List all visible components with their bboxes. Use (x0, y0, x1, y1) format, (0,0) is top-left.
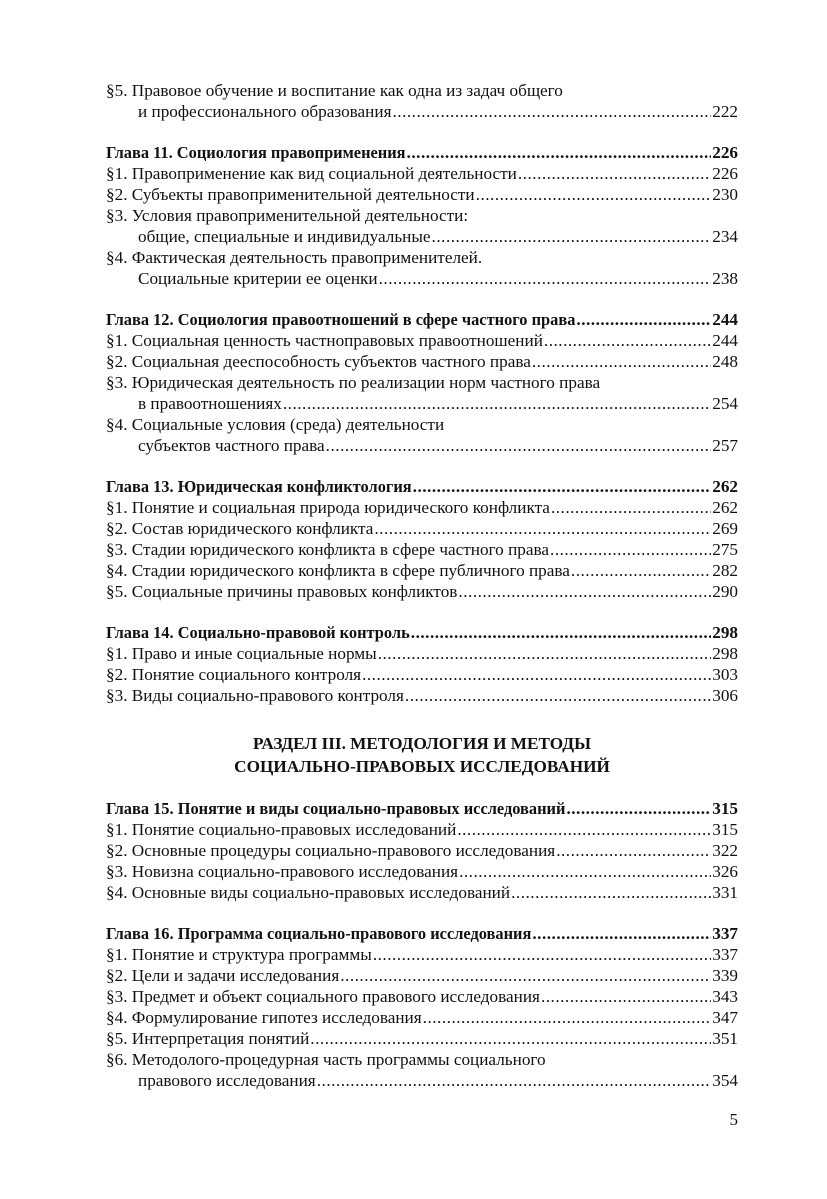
toc-entry (106, 184, 738, 205)
chapter-page: 337 (712, 924, 738, 943)
leader-dots (283, 393, 711, 414)
toc-entry-page: 234 (712, 227, 738, 246)
toc-entry-page: 230 (712, 185, 738, 204)
toc-entry (106, 518, 738, 539)
toc-entry-title: §5. Правовое обучение и воспитание как одна из задач общего (106, 81, 563, 100)
leader-dots (378, 643, 712, 664)
toc-entry-title: в правоотношениях (138, 394, 282, 413)
toc-entry (106, 1049, 738, 1070)
toc-entry (106, 986, 738, 1007)
toc-entry-title: §5. Интерпретация понятий (106, 1029, 310, 1048)
toc-entry-page: 298 (712, 644, 738, 663)
toc-entry (106, 1070, 738, 1091)
toc-entry-title: §3. Условия правоприменительной деятельности: (106, 206, 469, 225)
leader-dots (362, 664, 711, 685)
toc-entry (106, 247, 738, 268)
leader-dots (511, 882, 711, 903)
toc-entry (106, 330, 738, 351)
leader-dots (566, 798, 711, 819)
toc-entry-title: §1. Понятие социально-правовых исследований (106, 820, 457, 839)
toc-entry-page: 322 (712, 841, 738, 860)
toc-entry-title: §1. Право и иные социальные нормы (106, 644, 377, 663)
toc-entry (106, 861, 738, 882)
leader-dots (576, 309, 711, 330)
chapter-heading (106, 622, 738, 643)
leader-dots (518, 163, 711, 184)
leader-dots (550, 539, 711, 560)
toc-entry-page: 275 (712, 540, 738, 559)
section-heading (106, 732, 738, 778)
leader-dots (551, 497, 711, 518)
toc-entry-page: 244 (712, 331, 738, 350)
toc-entry (106, 80, 738, 101)
toc-entry-page: 347 (712, 1008, 738, 1027)
toc-entry (106, 497, 738, 518)
toc-entry-page: 254 (712, 394, 738, 413)
toc-entry (106, 882, 738, 903)
toc-entry-title: §3. Новизна социально-правового исследования (106, 862, 459, 881)
toc-entry (106, 685, 738, 706)
leader-dots (457, 819, 711, 840)
toc-entry-page: 290 (712, 582, 738, 601)
toc-entry-title: §4. Социальные условия (среда) деятельности (106, 415, 445, 434)
chapter-page: 315 (712, 799, 738, 818)
toc-entry-title: правового исследования (138, 1071, 316, 1090)
toc-entry-title: §4. Формулирование гипотез исследования (106, 1008, 422, 1027)
section-heading-line: РАЗДЕЛ III. МЕТОДОЛОГИЯ И МЕТОДЫ (253, 734, 591, 753)
chapter-title: Глава 13. Юридическая конфликтология (106, 477, 412, 496)
toc-entry-page: 262 (712, 498, 738, 517)
chapter-page: 262 (712, 477, 738, 496)
toc-entry-title: Социальные критерии ее оценки (138, 269, 378, 288)
toc-entry (106, 414, 738, 435)
section-heading-line: СОЦИАЛЬНО-ПРАВОВЫХ ИССЛЕДОВАНИЙ (234, 757, 610, 776)
toc-entry-page: 222 (712, 102, 738, 121)
chapter-title: Глава 15. Понятие и виды социально-правовых исследований (106, 799, 566, 818)
leader-dots (532, 351, 711, 372)
toc-entry-page: 339 (712, 966, 738, 985)
toc-entry-page: 248 (712, 352, 738, 371)
leader-dots (432, 226, 712, 247)
chapter-page: 226 (712, 143, 738, 162)
toc-entry (106, 539, 738, 560)
toc-entry (106, 840, 738, 861)
leader-dots (556, 840, 711, 861)
toc-entry-title: §4. Фактическая деятельность правоприменителей. (106, 248, 483, 267)
toc-entry-title: §5. Социальные причины правовых конфликтов (106, 582, 458, 601)
toc-entry-page: 331 (712, 883, 738, 902)
toc-entry (106, 1007, 738, 1028)
toc-entry-page: 354 (712, 1071, 738, 1090)
toc-entry-title: общие, специальные и индивидуальные (138, 227, 431, 246)
leader-dots (411, 622, 711, 643)
toc-entry (106, 819, 738, 840)
leader-dots (407, 142, 712, 163)
toc-entry-title: §1. Правоприменение как вид социальной деятельности (106, 164, 517, 183)
chapter-page: 244 (712, 310, 738, 329)
leader-dots (326, 435, 712, 456)
toc-entry (106, 163, 738, 184)
chapter-title: Глава 16. Программа социально-правового исследования (106, 924, 532, 943)
leader-dots (476, 184, 712, 205)
toc-entry-title: §3. Стадии юридического конфликта в сфере частного права (106, 540, 550, 559)
toc-entry-page: 238 (712, 269, 738, 288)
chapter-title: Глава 12. Социология правоотношений в сфере частного права (106, 310, 576, 329)
toc-entry (106, 560, 738, 581)
leader-dots (379, 268, 712, 289)
toc-entry (106, 1028, 738, 1049)
toc-entry-title: §3. Предмет и объект социального правового исследования (106, 987, 540, 1006)
leader-dots (373, 944, 711, 965)
toc-entry-page: 351 (712, 1029, 738, 1048)
toc-entry-page: 337 (712, 945, 738, 964)
toc-entry-title: §3. Юридическая деятельность по реализации норм частного права (106, 373, 601, 392)
toc-entry-page: 326 (712, 862, 738, 881)
toc-entry-title: §2. Основные процедуры социально-правового исследования (106, 841, 556, 860)
leader-dots (392, 101, 711, 122)
leader-dots (423, 1007, 712, 1028)
toc-entry (106, 226, 738, 247)
toc-entry-title: §1. Понятие и структура программы (106, 945, 372, 964)
leader-dots (340, 965, 711, 986)
toc-entry (106, 581, 738, 602)
toc-entry-page: 257 (712, 436, 738, 455)
toc-entry-title: §2. Социальная дееспособность субъектов частного права (106, 352, 531, 371)
toc-entry-page: 315 (712, 820, 738, 839)
leader-dots (544, 330, 711, 351)
toc-entry (106, 965, 738, 986)
page-number: 5 (729, 1110, 738, 1129)
leader-dots (310, 1028, 711, 1049)
leader-dots (459, 861, 711, 882)
leader-dots (541, 986, 711, 1007)
toc-entry (106, 268, 738, 289)
chapter-title: Глава 14. Социально-правовой контроль (106, 623, 410, 642)
toc-entry (106, 101, 738, 122)
table-of-contents (106, 80, 738, 1091)
chapter-heading (106, 309, 738, 330)
chapter-heading (106, 142, 738, 163)
toc-entry-title: §4. Основные виды социально-правовых исследований (106, 883, 511, 902)
chapter-heading (106, 923, 738, 944)
toc-entry-title: §2. Цели и задачи исследования (106, 966, 340, 985)
leader-dots (374, 518, 711, 539)
toc-entry-title: субъектов частного права (138, 436, 325, 455)
toc-entry-title: §6. Методолого-процедурная часть программы социального (106, 1050, 546, 1069)
toc-entry-title: §2. Состав юридического конфликта (106, 519, 374, 538)
toc-entry-page: 343 (712, 987, 738, 1006)
toc-entry-page: 269 (712, 519, 738, 538)
leader-dots (317, 1070, 712, 1091)
toc-entry-page: 282 (712, 561, 738, 580)
toc-entry-title: §1. Социальная ценность частноправовых правоотношений (106, 331, 543, 350)
toc-entry (106, 351, 738, 372)
toc-entry-page: 226 (712, 164, 738, 183)
toc-entry-title: §1. Понятие и социальная природа юридического конфликта (106, 498, 550, 517)
leader-dots (405, 685, 711, 706)
chapter-title: Глава 11. Социология правоприменения (106, 143, 406, 162)
leader-dots (571, 560, 711, 581)
chapter-page: 298 (712, 623, 738, 642)
toc-entry (106, 664, 738, 685)
toc-entry-page: 306 (712, 686, 738, 705)
toc-entry-page: 303 (712, 665, 738, 684)
toc-entry-title: §4. Стадии юридического конфликта в сфере публичного права (106, 561, 570, 580)
toc-entry (106, 205, 738, 226)
toc-entry-title: и профессионального образования (138, 102, 392, 121)
leader-dots (413, 476, 712, 497)
toc-entry-title: §2. Понятие социального контроля (106, 665, 362, 684)
leader-dots (532, 923, 711, 944)
chapter-heading (106, 798, 738, 819)
toc-entry (106, 944, 738, 965)
toc-entry-title: §2. Субъекты правоприменительной деятельности (106, 185, 475, 204)
chapter-heading (106, 476, 738, 497)
toc-entry (106, 393, 738, 414)
toc-entry (106, 435, 738, 456)
toc-entry (106, 372, 738, 393)
toc-entry-title: §3. Виды социально-правового контроля (106, 686, 404, 705)
toc-entry (106, 643, 738, 664)
leader-dots (458, 581, 711, 602)
